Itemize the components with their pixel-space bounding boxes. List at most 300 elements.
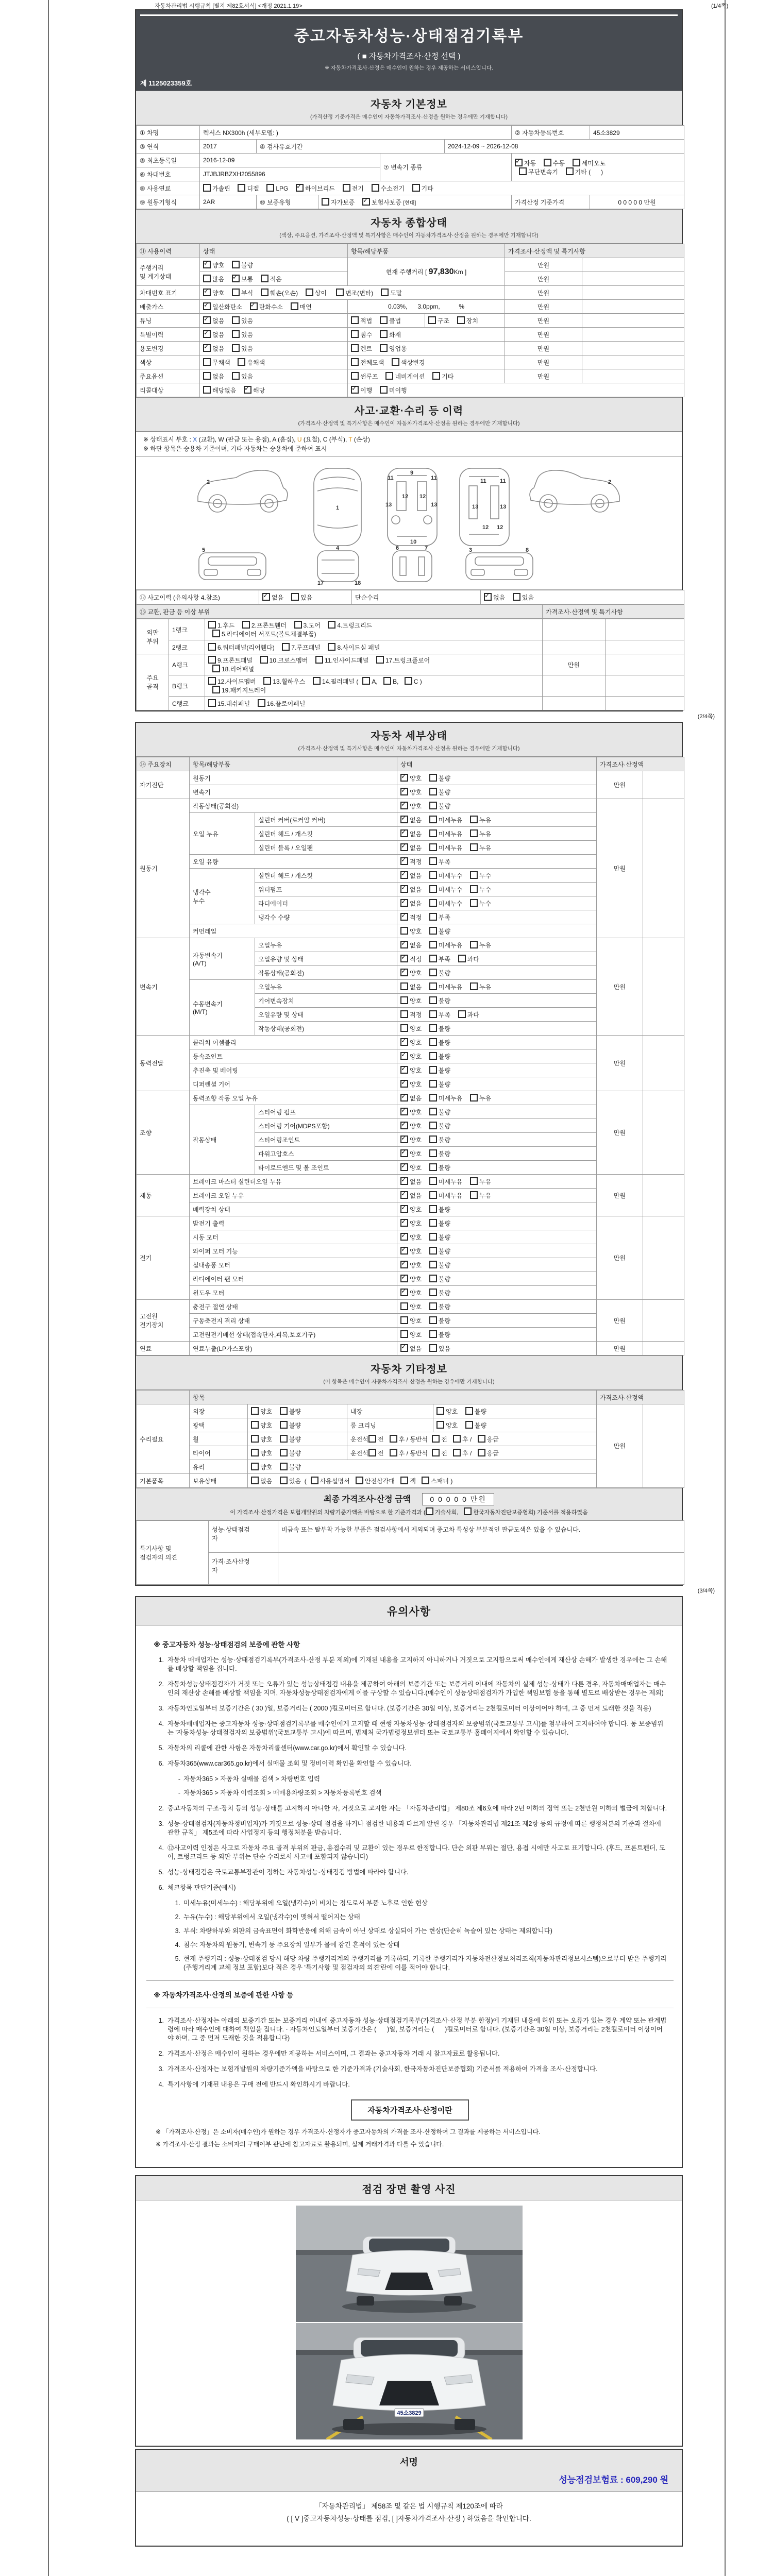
checkbox-checked[interactable] bbox=[400, 1344, 408, 1352]
checkbox-unchecked[interactable] bbox=[232, 316, 240, 324]
checkbox-unchecked[interactable] bbox=[232, 372, 240, 380]
checkbox-unchecked[interactable] bbox=[429, 1052, 437, 1060]
form-reference: 자동차관리법 시행규칙 [별지 제82호서식] <개정 2021.1.19> bbox=[155, 3, 303, 9]
checkbox-unchecked[interactable] bbox=[315, 656, 323, 664]
checkbox-unchecked[interactable] bbox=[429, 1289, 437, 1296]
table-row bbox=[137, 697, 684, 710]
checkbox-checked[interactable] bbox=[400, 1052, 408, 1060]
checkbox-checked[interactable] bbox=[400, 1191, 408, 1199]
group-brake: 제동 bbox=[137, 1175, 190, 1216]
table-row bbox=[137, 619, 684, 640]
cell bbox=[543, 640, 606, 654]
checkbox-unchecked[interactable] bbox=[328, 643, 335, 651]
cell: 고전원전기배선 상태(접속단자,피복,보호기구) bbox=[190, 1328, 397, 1342]
checkbox-checked[interactable] bbox=[203, 330, 211, 338]
cell: 6.쿼터패널(리어휀다) 7.루프패널 8.사이드실 패널 bbox=[205, 640, 543, 654]
checkbox-unchecked[interactable] bbox=[351, 330, 359, 338]
checkbox-unchecked[interactable] bbox=[470, 899, 478, 907]
cell: ✓ 적정 부족 과다 bbox=[397, 952, 597, 966]
checkbox-unchecked[interactable] bbox=[470, 816, 478, 823]
checkbox-unchecked[interactable] bbox=[400, 982, 408, 990]
checkbox-unchecked[interactable] bbox=[280, 1463, 288, 1470]
checkbox-unchecked[interactable] bbox=[429, 1024, 437, 1032]
checkbox-unchecked[interactable] bbox=[280, 1421, 288, 1429]
checkbox-unchecked[interactable] bbox=[453, 1449, 461, 1456]
checkbox-unchecked[interactable] bbox=[328, 621, 335, 629]
checkbox-unchecked[interactable] bbox=[380, 344, 388, 352]
checkbox-checked[interactable] bbox=[400, 816, 408, 823]
checkbox-unchecked[interactable] bbox=[208, 677, 216, 685]
checkbox-unchecked[interactable] bbox=[429, 1108, 437, 1115]
cell: ✓ 없음 미세누유 누유 bbox=[397, 1175, 597, 1189]
checkbox-unchecked[interactable] bbox=[212, 665, 220, 672]
checkbox-unchecked[interactable] bbox=[429, 1275, 437, 1282]
checkbox-checked[interactable] bbox=[400, 1108, 408, 1115]
checkbox-unchecked[interactable] bbox=[400, 1302, 408, 1310]
car-roof-view bbox=[317, 551, 359, 582]
checkbox-checked[interactable] bbox=[400, 1247, 408, 1255]
checkbox-unchecked[interactable] bbox=[251, 1463, 259, 1470]
checkbox-checked[interactable] bbox=[400, 1205, 408, 1213]
checkbox-unchecked[interactable] bbox=[232, 261, 240, 268]
checkbox-checked[interactable] bbox=[400, 899, 408, 907]
checkbox-checked[interactable] bbox=[250, 302, 258, 310]
checkbox-unchecked[interactable] bbox=[429, 1080, 437, 1088]
checkbox-unchecked[interactable] bbox=[238, 184, 245, 192]
notice-item: 3. 자동차인도일부터 보증기간은 ( 30 )일, 보증거리는 ( 2000 )킬로미터로 합니다. (보증기간은 30일 이상, 보증거리는 2천킬로미터 이상이어야 하며, 그 중 먼저 도래한 것을 적용) bbox=[158, 1705, 651, 1712]
checkbox-unchecked[interactable] bbox=[432, 372, 440, 380]
cell: ✓ 없음 미세누유 누유 bbox=[397, 938, 597, 952]
checkbox-unchecked[interactable] bbox=[470, 1177, 478, 1185]
checkbox-unchecked[interactable] bbox=[261, 275, 268, 282]
group-electric: 전기 bbox=[137, 1216, 190, 1300]
form-note: ※ 자동차가격조사·산정은 매수인이 원하는 경우 제공하는 서비스입니다. bbox=[325, 65, 493, 71]
checkbox-unchecked[interactable] bbox=[429, 1219, 437, 1227]
checkbox-unchecked[interactable] bbox=[280, 1407, 288, 1415]
cell: 등속조인트 bbox=[190, 1049, 397, 1063]
group-power-train: 동력전달 bbox=[137, 1036, 190, 1091]
checkbox-unchecked[interactable] bbox=[203, 184, 211, 192]
checkbox-unchecked[interactable] bbox=[351, 344, 359, 352]
checkbox-unchecked[interactable] bbox=[429, 802, 437, 809]
checkbox-unchecked[interactable] bbox=[429, 788, 437, 795]
checkbox-checked[interactable] bbox=[203, 316, 211, 324]
table-row bbox=[137, 300, 684, 314]
checkbox-unchecked[interactable] bbox=[429, 941, 437, 948]
checkbox-unchecked[interactable] bbox=[470, 829, 478, 837]
cell: 룸 크리닝 bbox=[347, 1418, 433, 1432]
checkbox-unchecked[interactable] bbox=[429, 871, 437, 879]
checkbox-checked[interactable] bbox=[203, 344, 211, 352]
cell: 해당없음 ✓해당 bbox=[200, 383, 348, 397]
checkbox-checked[interactable] bbox=[400, 1080, 408, 1088]
cell: 양호 불량 bbox=[397, 994, 597, 1008]
checkbox-unchecked[interactable] bbox=[251, 1407, 259, 1415]
checkbox-checked[interactable] bbox=[203, 289, 211, 296]
checkbox-unchecked[interactable] bbox=[381, 289, 389, 296]
checkbox-checked[interactable] bbox=[244, 386, 251, 394]
cell: 만원 bbox=[505, 369, 582, 383]
checkbox-unchecked[interactable] bbox=[519, 167, 527, 175]
row-color: 색상 bbox=[137, 355, 200, 369]
section-title: 자동차 기타정보 bbox=[371, 1364, 447, 1375]
checkbox-unchecked[interactable] bbox=[436, 1421, 444, 1429]
row-usage-change: 용도변경 bbox=[137, 342, 200, 355]
checkbox-checked[interactable] bbox=[400, 941, 408, 948]
checkbox-unchecked[interactable] bbox=[513, 593, 520, 601]
checkbox-unchecked[interactable] bbox=[470, 843, 478, 851]
checkbox-checked[interactable] bbox=[400, 1094, 408, 1101]
checkbox-unchecked[interactable] bbox=[400, 1330, 408, 1338]
notice-item: 3. 성능·상태점검자(자동차정비업자)가 거짓으로 성능·상태 점검을 하거나 점검한 내용과 다르게 알린 경우 「자동차관리법 제21조 제2항 등의 규정에 따른 행정처분의 기준과 절차에 관한 규칙」 제5조에 따라 사업정지 등의 행정처분을 받습니다. bbox=[158, 1820, 663, 1836]
checkbox-unchecked[interactable] bbox=[282, 643, 290, 651]
cell bbox=[606, 640, 684, 654]
checkbox-unchecked[interactable] bbox=[436, 1407, 444, 1415]
checkbox-unchecked[interactable] bbox=[232, 330, 240, 338]
checkbox-unchecked[interactable] bbox=[429, 829, 437, 837]
checkbox-unchecked[interactable] bbox=[465, 1421, 473, 1429]
checkbox-unchecked[interactable] bbox=[429, 1066, 437, 1074]
checkbox-checked[interactable] bbox=[351, 386, 359, 394]
car-side-left-view bbox=[198, 470, 288, 512]
checkbox-unchecked[interactable] bbox=[412, 184, 420, 192]
checkbox-unchecked[interactable] bbox=[470, 941, 478, 948]
section-title: 자동차 종합상태 bbox=[371, 217, 447, 229]
checkbox-unchecked[interactable] bbox=[376, 656, 384, 664]
cell: 휠 bbox=[190, 1432, 248, 1446]
checkbox-checked[interactable] bbox=[400, 885, 408, 893]
detail-status-table bbox=[136, 757, 684, 1355]
checkbox-unchecked[interactable] bbox=[429, 1302, 437, 1310]
checkbox-unchecked[interactable] bbox=[380, 330, 388, 338]
cell: 양호 불량 bbox=[248, 1432, 347, 1446]
cell: 양호 불량 bbox=[248, 1418, 347, 1432]
label-reg-no: ② 자동차등록번호 bbox=[512, 126, 590, 140]
cell: 양호 불량 bbox=[397, 1314, 597, 1328]
checkbox-unchecked[interactable] bbox=[203, 372, 211, 380]
svg-text:13: 13 bbox=[500, 504, 507, 510]
table-row bbox=[137, 140, 684, 154]
car-rear-view bbox=[466, 553, 533, 580]
checkbox-unchecked[interactable] bbox=[242, 621, 250, 629]
cell: ✓ 양호 불량 bbox=[397, 1286, 597, 1300]
checkbox-checked[interactable] bbox=[400, 1289, 408, 1296]
checkbox-unchecked[interactable] bbox=[336, 289, 344, 296]
checkbox-unchecked[interactable] bbox=[429, 899, 437, 907]
checkbox-unchecked[interactable] bbox=[260, 656, 268, 664]
checkbox-unchecked[interactable] bbox=[432, 1435, 440, 1443]
checkbox-checked[interactable] bbox=[296, 184, 304, 192]
checkbox-unchecked[interactable] bbox=[429, 843, 437, 851]
group-high-voltage: 고전원 전기장치 bbox=[137, 1300, 190, 1342]
checkbox-checked[interactable] bbox=[400, 871, 408, 879]
checkbox-checked[interactable] bbox=[400, 1163, 408, 1171]
checkbox-unchecked[interactable] bbox=[280, 1449, 288, 1456]
cell bbox=[643, 799, 684, 938]
checkbox-checked[interactable] bbox=[400, 1149, 408, 1157]
checkbox-checked[interactable] bbox=[400, 1177, 408, 1185]
checkbox-unchecked[interactable] bbox=[429, 1094, 437, 1101]
checkbox-unchecked[interactable] bbox=[429, 982, 437, 990]
value-engine-type: 2AR bbox=[200, 195, 257, 209]
notice-item: 4. ⑫사고이력 인정은 사고로 자동차 주요 골격 부위의 판금, 용접수리 및 교환이 있는 경우로 한정합니다. 단순 외판 부위는 절단, 용접 시에만 사고로 표기합니다. (후드, 프론트펜더, 도어, 트렁크리드 등 외판 부위는 단순 수리로서 사고에 포함되지 않습니다) bbox=[158, 1844, 666, 1860]
checkbox-unchecked[interactable] bbox=[429, 1122, 437, 1129]
checkbox-checked[interactable] bbox=[400, 1275, 408, 1282]
section-title: 사고·교환·수리 등 이력 bbox=[354, 405, 464, 417]
cell bbox=[582, 328, 684, 342]
notice-item: 6. 체크항목 판단기준(예시) bbox=[158, 1884, 236, 1891]
checkbox-unchecked[interactable] bbox=[458, 955, 466, 962]
table-row bbox=[137, 258, 684, 272]
checkbox-unchecked[interactable] bbox=[356, 1477, 363, 1484]
checkbox-unchecked[interactable] bbox=[212, 686, 220, 693]
cell bbox=[606, 675, 684, 697]
checkbox-unchecked[interactable] bbox=[464, 1507, 472, 1515]
checkbox-unchecked[interactable] bbox=[429, 913, 437, 921]
table-row bbox=[137, 1521, 684, 1553]
checkbox-unchecked[interactable] bbox=[429, 1177, 437, 1185]
checkbox-checked[interactable] bbox=[400, 1233, 408, 1241]
checkbox-unchecked[interactable] bbox=[422, 1477, 429, 1484]
checkbox-checked[interactable] bbox=[400, 1038, 408, 1046]
cell: 발전기 출력 bbox=[190, 1216, 397, 1230]
section-subtitle: (색상, 주요옵션, 가격조사·산정액 및 특기사항은 매수인이 자동차가격조사·산정을 원하는 경우에만 기재합니다) bbox=[279, 232, 539, 239]
checkbox-unchecked[interactable] bbox=[232, 289, 240, 296]
checkbox-unchecked[interactable] bbox=[400, 996, 408, 1004]
checkbox-unchecked[interactable] bbox=[280, 1435, 288, 1443]
checkbox-checked[interactable] bbox=[515, 159, 523, 166]
checkbox-checked[interactable] bbox=[400, 1261, 408, 1268]
cell: 스티어링 펌프 bbox=[255, 1105, 397, 1119]
checkbox-unchecked[interactable] bbox=[544, 159, 551, 166]
checkbox-unchecked[interactable] bbox=[470, 982, 478, 990]
checkbox-unchecked[interactable] bbox=[400, 1477, 408, 1484]
cell: 양호 불량 bbox=[397, 1300, 597, 1314]
checkbox-unchecked[interactable] bbox=[426, 1507, 433, 1515]
checkbox-checked[interactable] bbox=[400, 857, 408, 865]
checkbox-unchecked[interactable] bbox=[429, 1163, 437, 1171]
svg-text:11: 11 bbox=[500, 478, 506, 484]
cell: 워터펌프 bbox=[255, 883, 397, 896]
checkbox-unchecked[interactable] bbox=[429, 1233, 437, 1241]
checkbox-checked[interactable] bbox=[203, 302, 211, 310]
cell: 실린더 블록 / 오일팬 bbox=[255, 841, 397, 855]
cell: 라디에이터 팬 모터 bbox=[190, 1272, 397, 1286]
checkbox-checked[interactable] bbox=[400, 1219, 408, 1227]
checkbox-unchecked[interactable] bbox=[428, 316, 436, 324]
cell: 침수 화재 bbox=[348, 328, 505, 342]
checkbox-unchecked[interactable] bbox=[400, 1316, 408, 1324]
checkbox-unchecked[interactable] bbox=[362, 677, 370, 685]
checkbox-checked[interactable] bbox=[400, 913, 408, 921]
checkbox-unchecked[interactable] bbox=[372, 184, 379, 192]
checkbox-unchecked[interactable] bbox=[294, 621, 302, 629]
checkbox-unchecked[interactable] bbox=[322, 198, 329, 206]
checkbox-unchecked[interactable] bbox=[429, 996, 437, 1004]
checkbox-unchecked[interactable] bbox=[280, 1477, 288, 1484]
checkbox-unchecked[interactable] bbox=[263, 677, 271, 685]
row-vin-mark: 차대번호 표기 bbox=[137, 286, 200, 300]
checkbox-unchecked[interactable] bbox=[429, 1247, 437, 1255]
cell: 만원 bbox=[505, 286, 582, 300]
checkbox-unchecked[interactable] bbox=[400, 927, 408, 935]
checkbox-unchecked[interactable] bbox=[251, 1449, 259, 1456]
checkbox-unchecked[interactable] bbox=[429, 1136, 437, 1143]
checkbox-unchecked[interactable] bbox=[351, 316, 359, 324]
svg-text:11: 11 bbox=[431, 475, 437, 481]
checkbox-unchecked[interactable] bbox=[470, 871, 478, 879]
checkbox-unchecked[interactable] bbox=[429, 1261, 437, 1268]
checkbox-checked[interactable] bbox=[400, 802, 408, 809]
checkbox-unchecked[interactable] bbox=[470, 1094, 478, 1101]
cell: 오일누유 bbox=[255, 980, 397, 994]
checkbox-unchecked[interactable] bbox=[429, 857, 437, 865]
checkbox-unchecked[interactable] bbox=[429, 1205, 437, 1213]
checkbox-unchecked[interactable] bbox=[203, 275, 211, 282]
table-row bbox=[137, 1391, 684, 1404]
cell: 내장 bbox=[347, 1404, 433, 1418]
checkbox-unchecked[interactable] bbox=[429, 774, 437, 782]
abnormal-parts-table bbox=[136, 619, 684, 710]
checkbox-unchecked[interactable] bbox=[251, 1477, 259, 1484]
cell: 양호 불량 bbox=[433, 1418, 597, 1432]
inspection-insurance-fee: 성능점검보험료 : 609,290 원 bbox=[559, 2475, 668, 2485]
table-row bbox=[137, 181, 684, 195]
checkbox-checked[interactable] bbox=[400, 829, 408, 837]
checkbox-unchecked[interactable] bbox=[351, 358, 359, 366]
cell: ✓ 일산화탄소 ✓탄화수소 매연 bbox=[200, 300, 348, 314]
checkbox-unchecked[interactable] bbox=[390, 1449, 397, 1456]
value-vin: JTJBJRBZXH2055896 bbox=[200, 167, 380, 181]
checkbox-checked[interactable] bbox=[362, 198, 370, 206]
checkbox-unchecked[interactable] bbox=[208, 621, 216, 629]
checkbox-unchecked[interactable] bbox=[432, 1449, 440, 1456]
checkbox-unchecked[interactable] bbox=[453, 1435, 461, 1443]
checkbox-unchecked[interactable] bbox=[429, 1010, 437, 1018]
checkbox-unchecked[interactable] bbox=[351, 372, 359, 380]
section-detail-status bbox=[136, 723, 682, 757]
state-code-legend: ※ 상태표시 부호 : X (교환), W (판금 또는 용접), A (흠집), U (요철), C (부식), T (손상) bbox=[143, 436, 371, 443]
checkbox-checked[interactable] bbox=[400, 955, 408, 962]
checkbox-unchecked[interactable] bbox=[380, 316, 388, 324]
checkbox-unchecked[interactable] bbox=[208, 699, 216, 707]
cell: 만원 bbox=[597, 1036, 643, 1091]
checkbox-unchecked[interactable] bbox=[368, 1449, 376, 1456]
checkbox-unchecked[interactable] bbox=[212, 630, 220, 637]
checkbox-unchecked[interactable] bbox=[470, 885, 478, 893]
checkbox-unchecked[interactable] bbox=[405, 677, 412, 685]
checkbox-unchecked[interactable] bbox=[258, 699, 265, 707]
checkbox-unchecked[interactable] bbox=[208, 656, 216, 664]
abnormal-parts-header bbox=[136, 604, 684, 619]
checkbox-checked[interactable] bbox=[262, 593, 270, 601]
checkbox-unchecked[interactable] bbox=[566, 167, 574, 175]
checkbox-unchecked[interactable] bbox=[313, 677, 321, 685]
checkbox-unchecked[interactable] bbox=[400, 1024, 408, 1032]
checkbox-unchecked[interactable] bbox=[311, 1477, 318, 1484]
checkbox-unchecked[interactable] bbox=[392, 358, 399, 366]
checkbox-unchecked[interactable] bbox=[429, 1344, 437, 1352]
checkbox-unchecked[interactable] bbox=[429, 1316, 437, 1324]
cell: 동력조향 작동 오일 누유 bbox=[190, 1091, 397, 1105]
cell: 양호 불량 bbox=[397, 1022, 597, 1036]
cell: ✓ 양호 불량 bbox=[397, 1077, 597, 1091]
checkbox-checked[interactable] bbox=[203, 261, 211, 268]
checkbox-unchecked[interactable] bbox=[457, 316, 465, 324]
price-appraisal-box-wrap bbox=[152, 2099, 668, 2121]
checkbox-unchecked[interactable] bbox=[343, 184, 350, 192]
checkbox-unchecked[interactable] bbox=[251, 1421, 259, 1429]
cell: ✓ 양호 불량 bbox=[397, 1230, 597, 1244]
checkbox-checked[interactable] bbox=[400, 843, 408, 851]
checkbox-unchecked[interactable] bbox=[203, 386, 211, 394]
checkbox-unchecked[interactable] bbox=[291, 302, 298, 310]
checkbox-unchecked[interactable] bbox=[251, 1435, 259, 1443]
checkbox-checked[interactable] bbox=[400, 788, 408, 795]
cell bbox=[643, 938, 684, 1036]
checkbox-unchecked[interactable] bbox=[400, 1010, 408, 1018]
checkbox-unchecked[interactable] bbox=[261, 289, 268, 296]
checkbox-unchecked[interactable] bbox=[390, 1435, 397, 1443]
svg-text:2: 2 bbox=[608, 479, 612, 485]
checkbox-unchecked[interactable] bbox=[429, 885, 437, 893]
checkbox-unchecked[interactable] bbox=[380, 386, 388, 394]
cell: ✓ 양호 불량 bbox=[397, 1244, 597, 1258]
page-right-rule bbox=[725, 0, 726, 2576]
checkbox-checked[interactable] bbox=[232, 275, 240, 282]
cell: ✓ 양호 불량 bbox=[397, 1161, 597, 1175]
checkbox-unchecked[interactable] bbox=[470, 1191, 478, 1199]
checkbox-unchecked[interactable] bbox=[291, 593, 299, 601]
checkbox-unchecked[interactable] bbox=[385, 372, 393, 380]
checkbox-unchecked[interactable] bbox=[232, 344, 240, 352]
cell: 양호 불량 bbox=[248, 1446, 347, 1460]
checkbox-checked[interactable] bbox=[484, 593, 492, 601]
checkbox-unchecked[interactable] bbox=[478, 1435, 485, 1443]
checkbox-unchecked[interactable] bbox=[429, 1191, 437, 1199]
checkbox-unchecked[interactable] bbox=[429, 816, 437, 823]
checkbox-unchecked[interactable] bbox=[429, 1330, 437, 1338]
checkbox-checked[interactable] bbox=[400, 1066, 408, 1074]
checkbox-unchecked[interactable] bbox=[203, 358, 211, 366]
cell: ✓ 없음 있음 bbox=[200, 328, 348, 342]
notice-item: 1. 자동차 매매업자는 성능·상태점검기록부(가격조사·산정 부분 제외)에 기재된 내용을 고지하지 아니하거나 거짓으로 고지함으로써 매수인에게 재산상 손해가 발생한 경우에는 그 손해를 배상할 책임을 집니다. bbox=[158, 1656, 667, 1672]
checkbox-unchecked[interactable] bbox=[368, 1435, 376, 1443]
checkbox-unchecked[interactable] bbox=[458, 1010, 466, 1018]
checkbox-unchecked[interactable] bbox=[306, 289, 313, 296]
checkbox-unchecked[interactable] bbox=[266, 184, 274, 192]
checkbox-checked[interactable] bbox=[400, 774, 408, 782]
label-engine-type: ⑨ 원동기형식 bbox=[137, 195, 200, 209]
checkbox-checked[interactable] bbox=[400, 1136, 408, 1143]
checkbox-unchecked[interactable] bbox=[429, 1038, 437, 1046]
checkbox-checked[interactable] bbox=[400, 1122, 408, 1129]
svg-text:1: 1 bbox=[336, 505, 340, 511]
checkbox-unchecked[interactable] bbox=[429, 955, 437, 962]
checkbox-unchecked[interactable] bbox=[478, 1449, 485, 1456]
checkbox-unchecked[interactable] bbox=[429, 1149, 437, 1157]
checkbox-unchecked[interactable] bbox=[383, 677, 391, 685]
accident-summary-table bbox=[136, 590, 682, 604]
checkbox-unchecked[interactable] bbox=[429, 969, 437, 976]
checkbox-checked[interactable] bbox=[400, 969, 408, 976]
checkbox-unchecked[interactable] bbox=[573, 159, 580, 166]
label-first-reg: ⑤ 최초등록일 bbox=[137, 154, 200, 167]
checkbox-unchecked[interactable] bbox=[238, 358, 245, 366]
checkbox-unchecked[interactable] bbox=[465, 1407, 473, 1415]
checkbox-unchecked[interactable] bbox=[208, 643, 216, 651]
checkbox-unchecked[interactable] bbox=[429, 927, 437, 935]
